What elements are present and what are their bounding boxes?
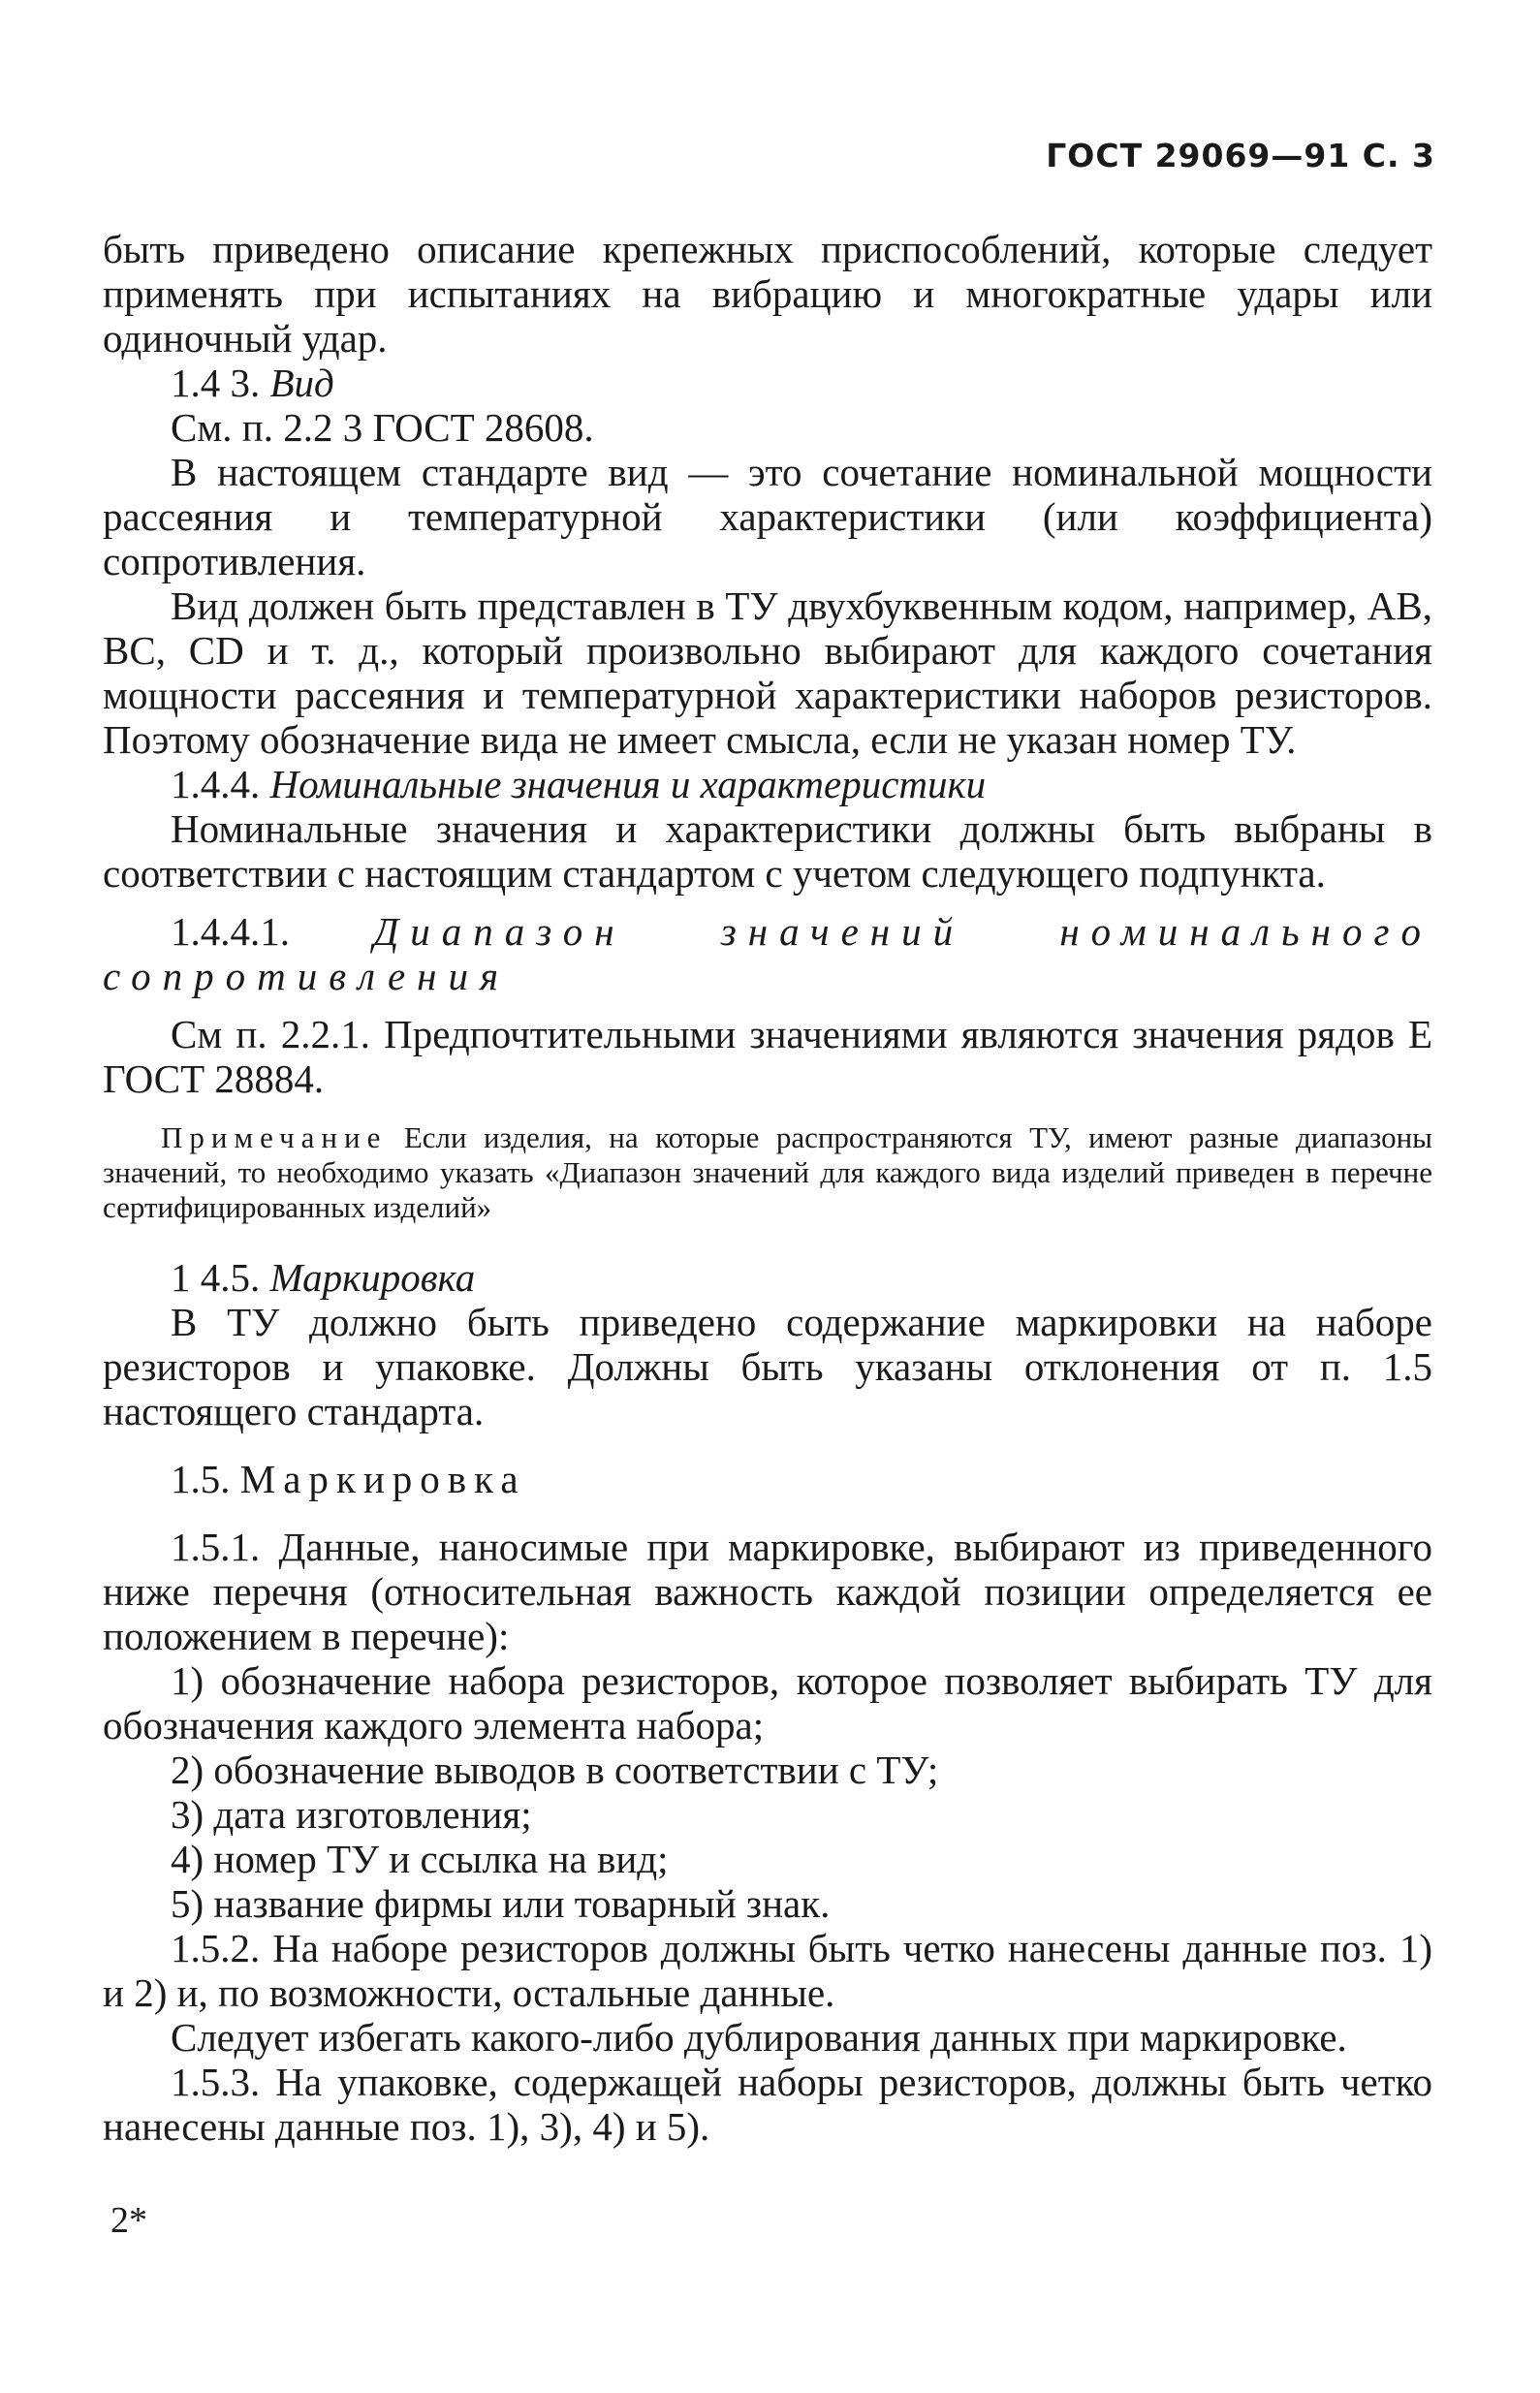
section-title: Маркировка — [239, 1457, 526, 1501]
list-item: 3) дата изготовления; — [171, 1792, 532, 1837]
paragraph-reference: См. п. 2.2 3 ГОСТ 28608. — [171, 405, 594, 450]
list-item: 1) обозначение набора резисторов, которое позволяет выбирать ТУ для обозначения каждого элемента набора; — [103, 1658, 1432, 1748]
section-1-5-heading — [103, 1457, 1432, 1501]
section-number: 1 4.5. — [171, 1255, 261, 1300]
list-item: 2) обозначение выводов в соответствии с ТУ; — [171, 1748, 939, 1792]
section-1-4-4-heading — [103, 762, 1432, 806]
note-block — [103, 1120, 1432, 1225]
section-title: Вид — [269, 361, 334, 405]
paragraph-1-5-3: 1.5.3. На упаковке, содержащей наборы резисторов, должны быть четко нанесены данные поз. 1), 3), 4) и 5). — [103, 2060, 1432, 2149]
section-1-4-3-heading — [103, 361, 1432, 405]
paragraph-code: Вид должен быть представлен в ТУ двухбуквенным кодом, например, АВ, ВС, CD и т. д., который произвольно выбирают для каждого сочетания мощности рассеяния и температурной характеристики наборов резисторов. Поэтому обозначение вида не имеет смысла, если не указан номер ТУ. — [103, 583, 1432, 762]
section-number: 1.5. — [171, 1457, 231, 1501]
paragraph-duplication: Следует избегать какого-либо дублирования данных при маркировке. — [171, 2015, 1347, 2060]
running-header: ГОСТ 29069—91 С. 3 — [1046, 137, 1435, 174]
list-item: 5) название фирмы или товарный знак. — [171, 1881, 831, 1926]
section-number: 1.4.4. — [171, 762, 261, 806]
section-title: Диапазон значений номинального сопротивления — [103, 909, 1432, 998]
signature-mark: 2* — [110, 2200, 147, 2241]
note-label: Примечание — [161, 1120, 388, 1154]
section-title: Номинальные значения и характеристики — [269, 762, 987, 806]
note-text: Если изделия, на которые распространяются ТУ, имеют разные диапазоны значений, то необходимо указать «Диапазон значений для каждого вида изделий приведен в перечне сертифицированных изделий» — [103, 1120, 1432, 1224]
list-item: 4) номер ТУ и ссылка на вид; — [171, 1837, 669, 1881]
paragraph-nominal-values: Номинальные значения и характеристики должны быть выбраны в соответствии с настоящим стандартом с учетом следующего подпункта. — [103, 806, 1432, 896]
document-body — [103, 227, 1432, 2149]
paragraph-marking-content: В ТУ должно быть приведено содержание маркировки на наборе резисторов и упаковке. Должны быть указаны отклонения от п. 1.5 настоящего стандарта. — [103, 1300, 1432, 1433]
paragraph-resistance-range: См п. 2.2.1. Предпочтительными значениями являются значения рядов Е ГОСТ 28884. — [103, 1012, 1432, 1101]
paragraph-1-5-2: 1.5.2. На наборе резисторов должны быть четко нанесены данные поз. 1) и 2) и, по возможности, остальные данные. — [103, 1926, 1432, 2015]
section-1-4-4-1-heading — [103, 909, 1432, 998]
section-title: Маркировка — [269, 1255, 476, 1300]
section-number: 1.4 3. — [171, 361, 261, 405]
paragraph-definition: В настоящем стандарте вид — это сочетание номинальной мощности рассеяния и температурной характеристики (или коэффициента) сопротивления. — [103, 450, 1432, 583]
paragraph-continuation: быть приведено описание крепежных приспособлений, которые следует применять при испытаниях на вибрацию и многократные удары или одиночный удар. — [103, 227, 1432, 361]
paragraph-1-5-1: 1.5.1. Данные, наносимые при маркировке, выбирают из приведенного ниже перечня (относительная важность каждой позиции определяется ее положением в перечне): — [103, 1525, 1432, 1658]
section-number: 1.4.4.1. — [171, 909, 290, 954]
section-1-4-5-heading — [103, 1255, 1432, 1300]
